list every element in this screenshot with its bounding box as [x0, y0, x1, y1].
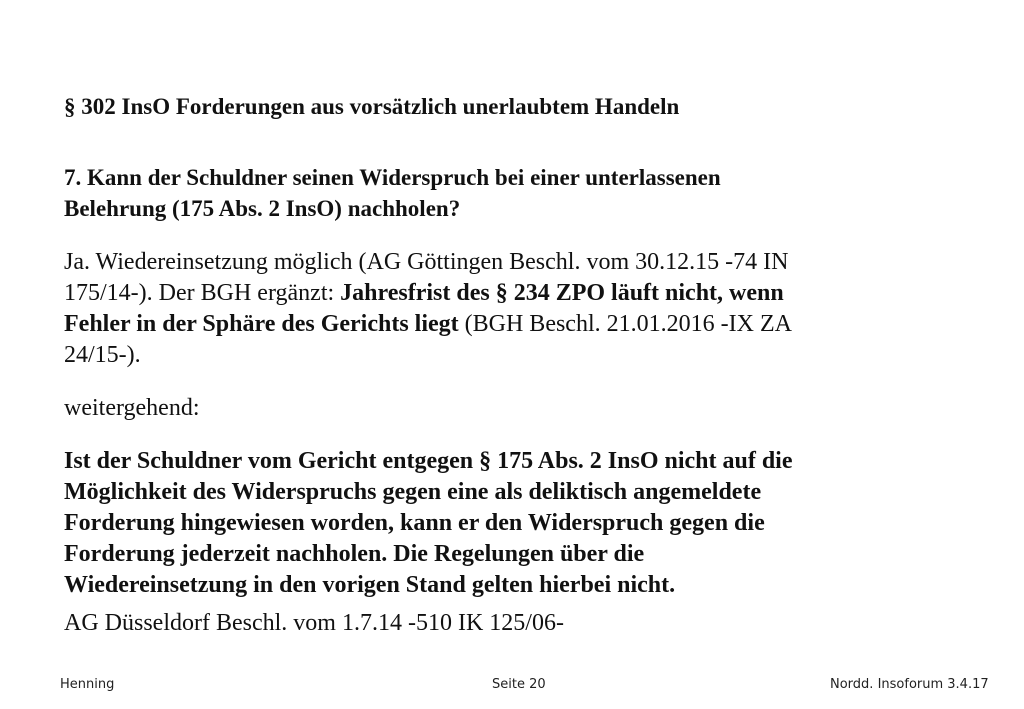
answer-line-2-plain: 175/14-). Der BGH ergänzt: — [64, 280, 341, 306]
answer-line-2 — [64, 278, 924, 309]
answer-line-3-bold: Fehler in der Sphäre des Gerichts liegt — [64, 311, 459, 337]
answer-block — [64, 247, 924, 371]
quote-line-4: Forderung jederzeit nachholen. Die Regelungen über die — [64, 541, 645, 567]
quote-line-2: Möglichkeit des Widerspruchs gegen eine als deliktisch angemeldete — [64, 479, 762, 505]
answer-line-2-bold: Jahresfrist des § 234 ZPO läuft nicht, wenn — [340, 280, 784, 306]
quote-block — [64, 446, 924, 601]
slide-heading: § 302 InsO Forderungen aus vorsätzlich unerlaubtem Handeln — [64, 94, 680, 119]
footer-page-number: Seite 20 — [492, 677, 546, 692]
quote-line-1: Ist der Schuldner vom Gericht entgegen § 175 Abs. 2 InsO nicht auf die — [64, 448, 793, 474]
quote-line-5: Wiedereinsetzung in den vorigen Stand gelten hierbei nicht. — [64, 572, 676, 598]
question-line-2: Belehrung (175 Abs. 2 InsO) nachholen? — [64, 196, 461, 221]
answer-line-3-plain: (BGH Beschl. 21.01.2016 -IX ZA — [458, 311, 792, 337]
question-line-1: 7. Kann der Schuldner seinen Widerspruch bei einer unterlassenen — [64, 165, 721, 190]
answer-line-1: Ja. Wiedereinsetzung möglich (AG Göttingen Beschl. vom 30.12.15 -74 IN — [64, 249, 789, 275]
citation: AG Düsseldorf Beschl. vom 1.7.14 -510 IK 125/06- — [64, 610, 564, 636]
footer-event: Nordd. Insoforum 3.4.17 — [830, 677, 989, 692]
footer-author: Henning — [60, 677, 115, 692]
answer-line-4: 24/15-). — [64, 342, 141, 368]
answer-line-3 — [64, 309, 924, 340]
question-block — [64, 162, 864, 224]
further-label: weitergehend: — [64, 395, 200, 421]
quote-line-3: Forderung hingewiesen worden, kann er den Widerspruch gegen die — [64, 510, 765, 536]
